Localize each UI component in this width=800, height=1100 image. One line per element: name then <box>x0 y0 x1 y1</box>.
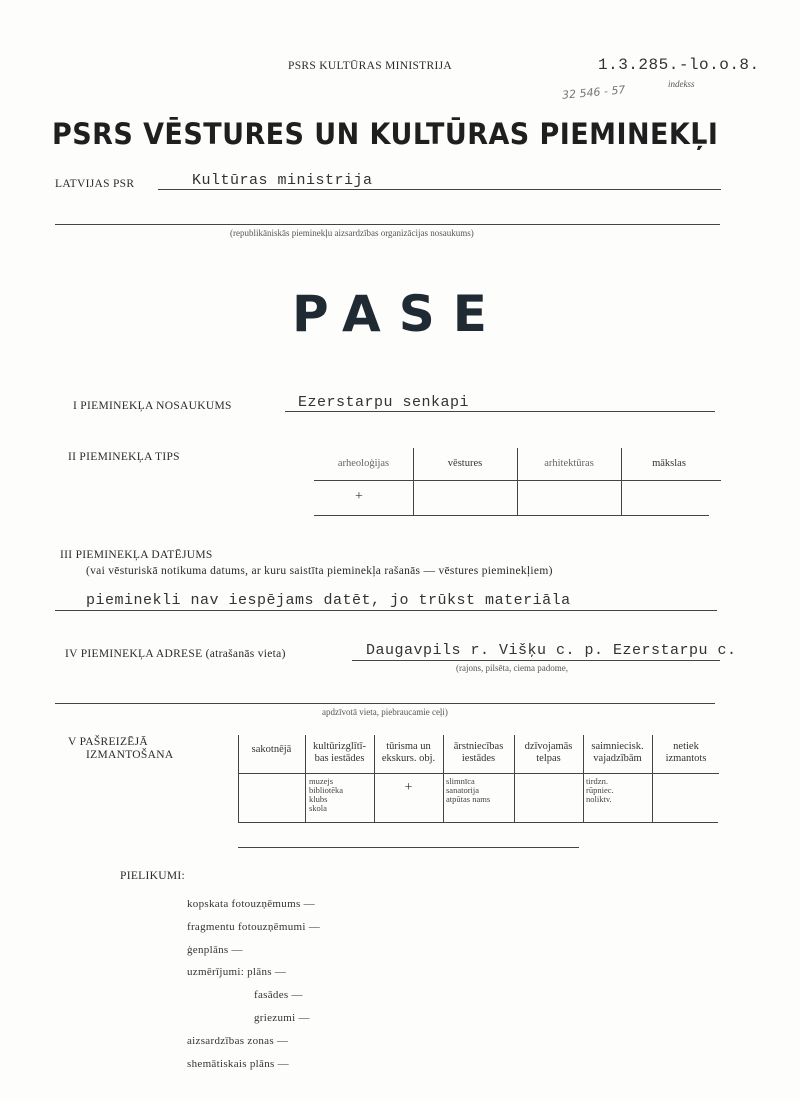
section4-line2 <box>55 703 715 704</box>
section4-caption1: (rajons, pilsēta, ciema padome, <box>456 663 568 673</box>
section5-extra-line <box>238 847 579 848</box>
appendix-item-general-plan: ģenplāns — <box>187 944 243 956</box>
appendix-item-protection-zones: aizsardzības zonas — <box>187 1035 289 1047</box>
type-table-bottom-line <box>314 515 709 516</box>
org-line <box>55 224 720 225</box>
type-mark-archaeology: + <box>355 489 363 504</box>
appendix-label: PIELIKUMI: <box>120 870 185 882</box>
section4-value: Daugavpils r. Višķu c. p. Ezerstarpu c. <box>366 642 737 659</box>
handwritten-note: 32 546 - 57 <box>561 83 626 102</box>
usage-col-tourism: tūrisma un ekskurs. obj. <box>381 741 436 764</box>
usage-culture-options: muzejs bibliotēka klubs skola <box>309 776 343 813</box>
section3-sublabel: (vai vēsturiskā notikuma datums, ar kuru saistīta pieminekļa rašanās — vēstures pieminekļiem) <box>86 565 553 577</box>
section4-underline <box>352 660 720 661</box>
section1-underline <box>285 411 715 412</box>
section5-label-line1: V PAŠREIZĒJĀ <box>68 736 148 748</box>
section4-label: IV PIEMINEKĻA ADRESE (atrašanās vieta) <box>65 648 286 660</box>
section3-underline <box>55 610 717 611</box>
republic-value: Kultūras ministrija <box>192 172 373 189</box>
section5-label-line2: IZMANTOŠANA <box>86 749 174 761</box>
appendix-item-fragment-photos: fragmentu fotouzņēmumi — <box>187 921 321 933</box>
usage-col-unused: netiek izmantots <box>665 741 707 764</box>
type-col-archaeology: arheoloģijas <box>337 458 390 469</box>
type-col-art: mākslas <box>652 458 686 469</box>
section3-value: pieminekli nav iespējams datēt, jo trūkst materiāla <box>86 592 571 609</box>
usage-economic-options: tirdzn. rūpniec. noliktv. <box>586 776 614 804</box>
usage-table-header-line <box>238 773 719 774</box>
section3-label: III PIEMINEKĻA DATĒJUMS <box>60 549 213 561</box>
republic-underline <box>158 189 721 190</box>
document-title: PASE <box>292 285 505 343</box>
usage-col-residential: dzīvojamās telpas <box>524 741 573 764</box>
usage-col-culture: kultūrizglītī- bas iestādes <box>312 741 367 764</box>
type-col-architecture: arhitektūras <box>544 458 594 469</box>
section1-value: Ezerstarpu senkapi <box>298 394 470 411</box>
usage-col-medical: ārstniecības iestādes <box>453 741 504 764</box>
ministry-heading: PSRS KULTŪRAS MINISTRIJA <box>288 60 452 72</box>
appendix-item-measurements-plan: uzmērījumi: plāns — <box>187 966 287 978</box>
usage-medical-options: slimnīca sanatorija atpūtas nams <box>446 776 491 804</box>
usage-col-original: sakotnējā <box>251 744 292 755</box>
section1-label: I PIEMINEKĻA NOSAUKUMS <box>73 400 232 412</box>
index-code: 1.3.285.-lo.o.8. <box>598 56 760 74</box>
section2-label: II PIEMINEKĻA TIPS <box>68 451 180 463</box>
type-col-history: vēstures <box>447 458 483 469</box>
appendix-item-overview-photo: kopskata fotouzņēmums — <box>187 898 315 910</box>
index-label: indekss <box>668 79 695 89</box>
usage-col-economic: saimniecisk. vajadzībām <box>591 741 644 764</box>
appendix-item-sections: griezumi — <box>254 1012 310 1024</box>
appendix-item-facades: fasādes — <box>254 989 303 1001</box>
usage-table-bottom-line <box>238 822 718 823</box>
org-caption: (republikāniskās pieminekļu aizsardzības organizācijas nosaukums) <box>230 228 474 238</box>
section4-caption2: apdzīvotā vieta, piebraucamie ceļi) <box>322 707 448 717</box>
republic-label: LATVIJAS PSR <box>55 178 135 190</box>
usage-tourism-mark: + <box>404 780 413 795</box>
main-title: PSRS VĒSTURES UN KULTŪRAS PIEMINEKĻI <box>52 117 719 151</box>
appendix-item-schematic-plan: shemātiskais plāns — <box>187 1058 289 1070</box>
